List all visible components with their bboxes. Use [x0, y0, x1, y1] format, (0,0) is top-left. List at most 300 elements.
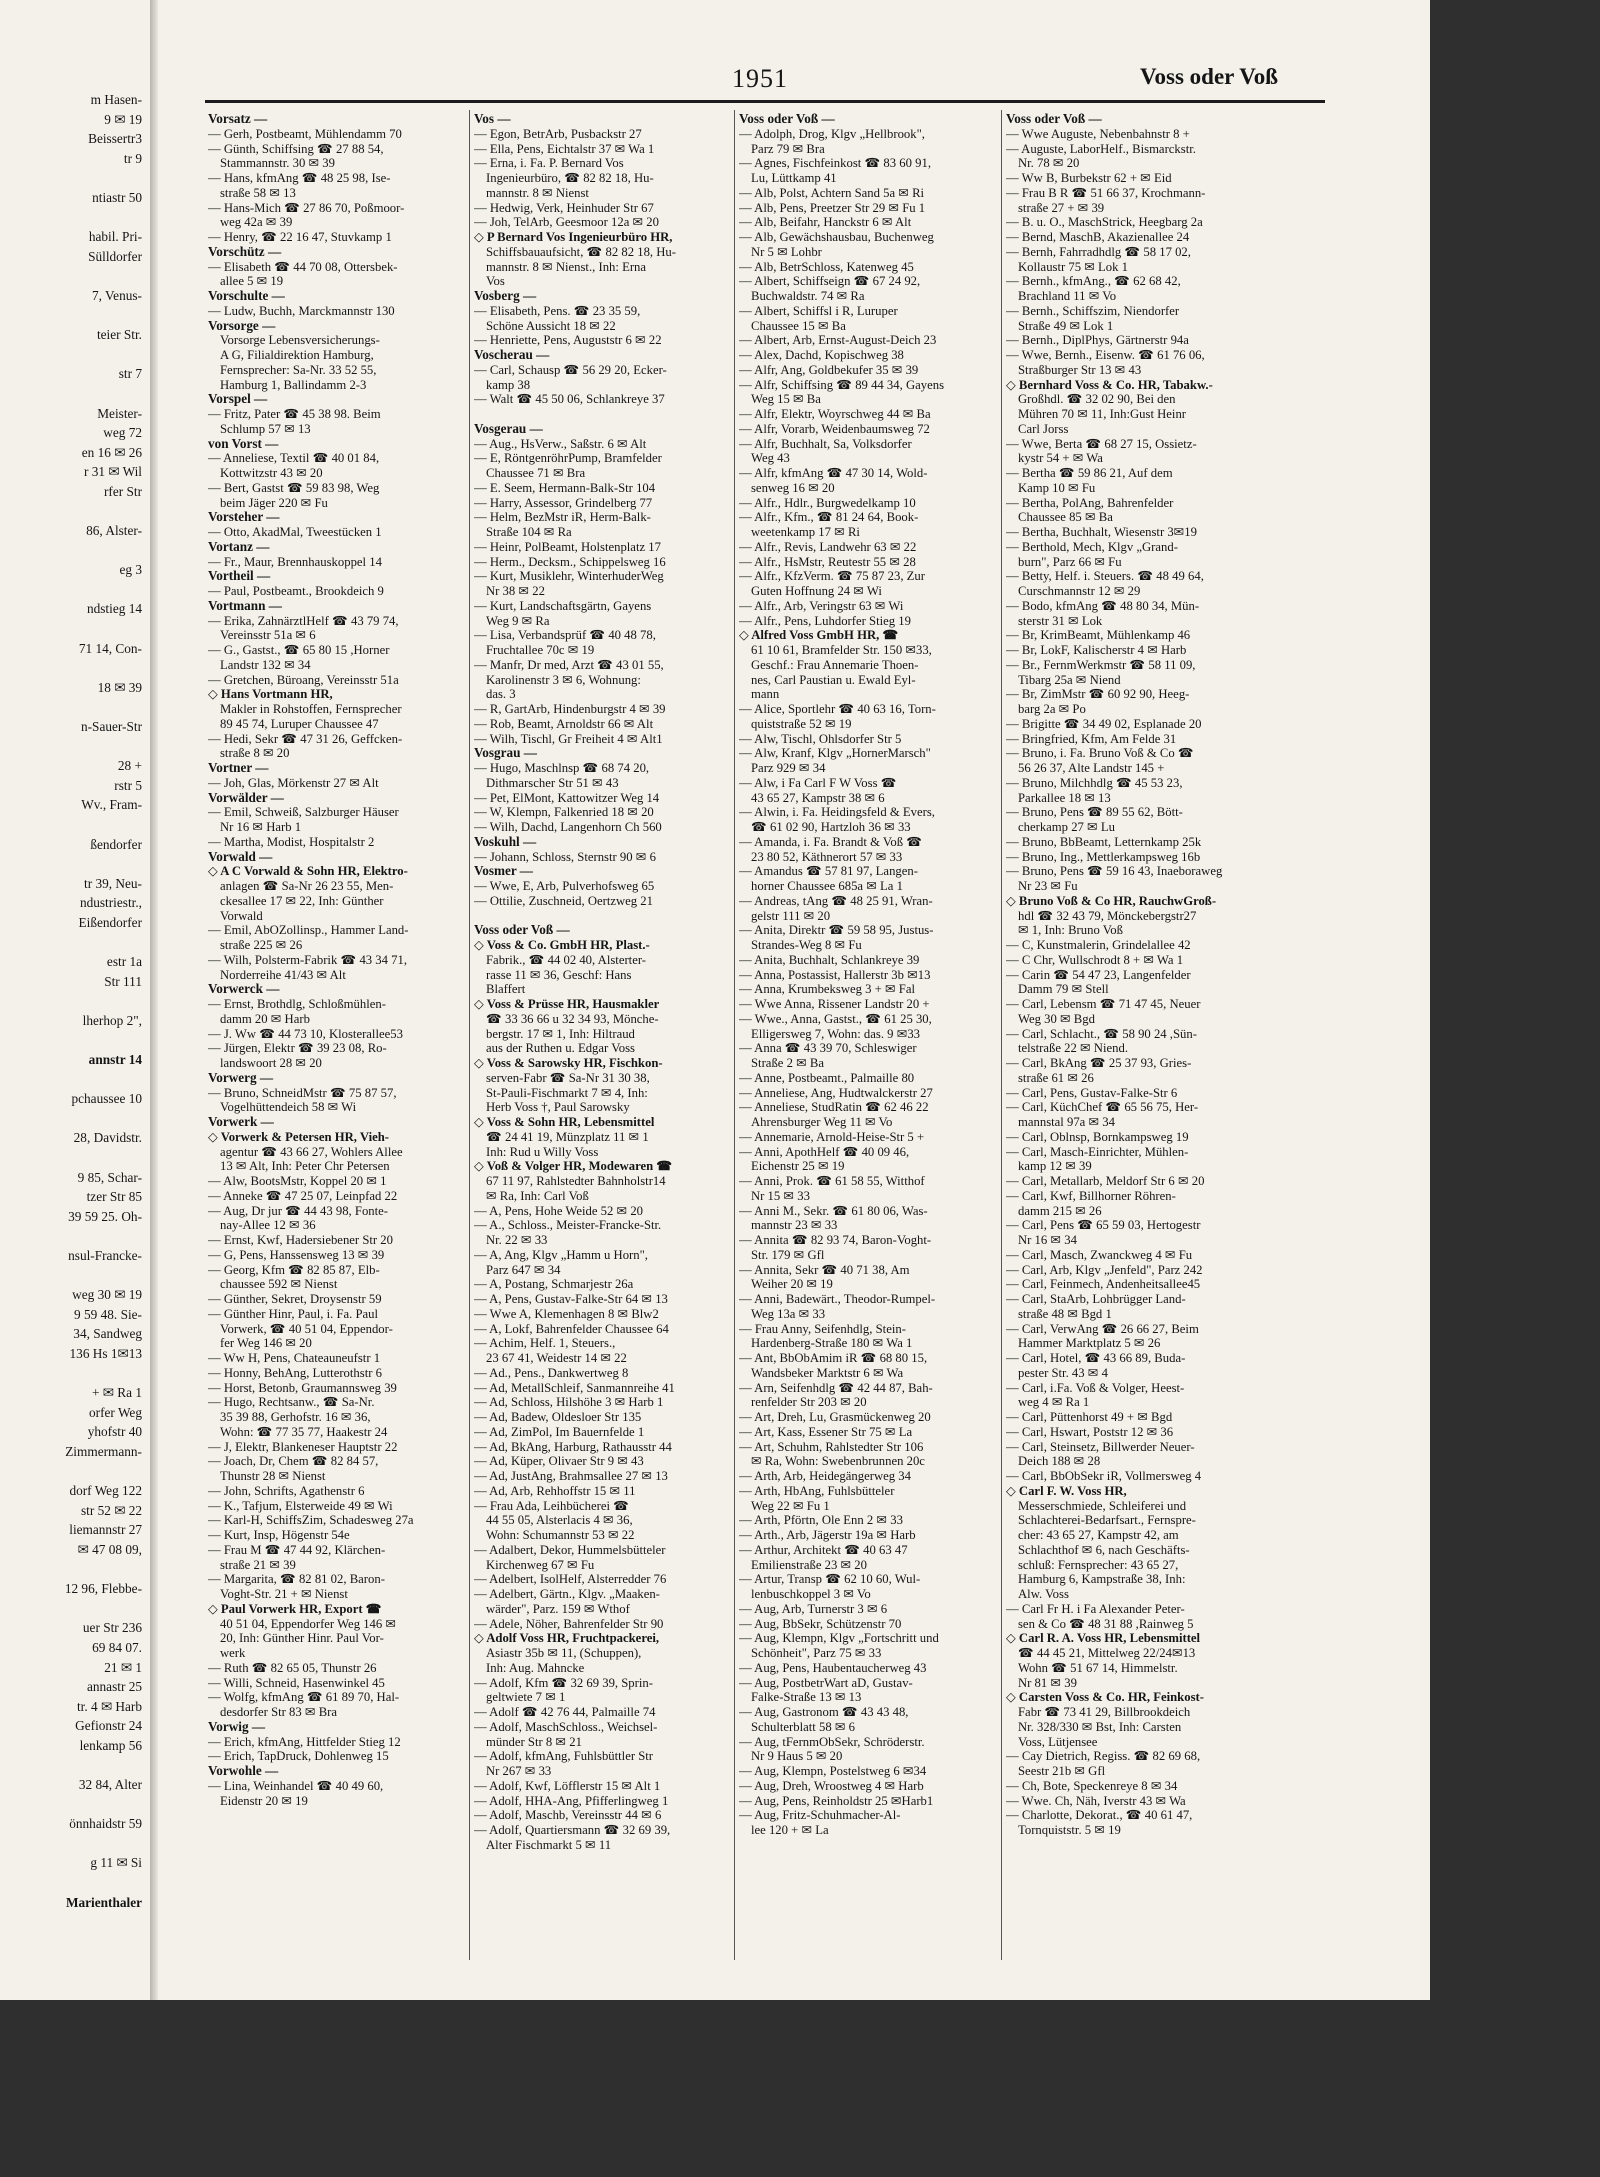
directory-line: — Manfr, Dr med, Arzt ☎ 43 01 55, — [474, 657, 664, 672]
strip-line: Zimmermann- — [65, 1443, 142, 1459]
directory-line: Stammannstr. 30 ✉ 39 — [220, 156, 335, 171]
directory-line: — Alb, Gewächshausbau, Buchenweg — [739, 230, 934, 244]
directory-line: 67 11 97, Rahlstedter Bahnholstr14 — [486, 1174, 666, 1188]
directory-line: Vorwohle — — [208, 1764, 279, 1778]
directory-line: Vortner — — [208, 761, 269, 775]
strip-line: rfer Str — [103, 483, 142, 499]
directory-line: — Bruno, Pens ☎ 89 55 62, Bött- — [1006, 805, 1183, 820]
directory-line: — Gerh, Postbeamt, Mühlendamm 70 — [208, 126, 402, 141]
strip-line — [0, 854, 148, 874]
strip-line — [0, 619, 148, 639]
strip-line: teier Str. — [96, 327, 142, 343]
directory-line: — A, Pens, Gustav-Falke-Str 64 ✉ 13 — [474, 1292, 668, 1306]
directory-line: — C Chr, Wullschrodt 8 + ✉ Wa 1 — [1006, 952, 1184, 967]
directory-line: — Aug, Klempn, Postelstweg 6 ✉34 — [739, 1764, 927, 1778]
directory-line: Weg 22 ✉ Fu 1 — [751, 1498, 830, 1513]
directory-line: Emilienstraße 23 ✉ 20 — [751, 1557, 867, 1572]
directory-line: — A., Schloss., Meister-Francke-Str. — [474, 1218, 662, 1233]
directory-line: — Aug, Pens, Reinholdstr 25 ✉Harb1 — [739, 1793, 934, 1808]
strip-line: 32 84, Alter — [78, 1777, 142, 1793]
column-1 — [208, 112, 458, 1972]
directory-line: Fernsprecher: Sa-Nr. 33 52 55, — [220, 362, 377, 377]
directory-line: ◇ Voss & Prüsse HR, Hausmakler — [474, 997, 660, 1011]
strip-line — [0, 737, 148, 757]
directory-line: Kollaustr 75 ✉ Lok 1 — [1018, 259, 1129, 274]
directory-line: — Bruno, BbBeamt, Letternkamp 25k — [1006, 834, 1202, 849]
directory-line: — Wilh, Tischl, Gr Freiheit 4 ✉ Alt1 — [474, 731, 663, 746]
strip-line: ✉ 47 08 09, — [77, 1541, 142, 1557]
directory-line: ◇ Carsten Voss & Co. HR, Feinkost- — [1006, 1690, 1204, 1705]
directory-line: — Jürgen, Elektr ☎ 39 23 08, Ro- — [208, 1041, 387, 1056]
directory-line: barg 2a ✉ Po — [1018, 702, 1086, 716]
directory-line: ☎ 24 41 19, Münzplatz 11 ✉ 1 — [486, 1129, 649, 1144]
directory-line: — G., Gastst., ☎ 65 80 15 ,Horner — [208, 643, 390, 657]
strip-line — [0, 541, 148, 561]
strip-line — [0, 1795, 148, 1815]
directory-line: — Rob, Beamt, Arnoldstr 66 ✉ Alt — [474, 716, 654, 731]
directory-line: Nr. 328/330 ✉ Bst, Inh: Carsten — [1018, 1719, 1182, 1734]
directory-line: — Achim, Helf. 1, Steuers., — [474, 1336, 616, 1351]
strip-line — [0, 658, 148, 678]
directory-line: Hardenberg-Straße 180 ✉ Wa 1 — [751, 1336, 913, 1351]
directory-line: — Aug, Dreh, Wroostweg 4 ✉ Harb — [739, 1778, 924, 1793]
directory-line: — Horst, Betonb, Graumannsweg 39 — [208, 1380, 397, 1395]
directory-line: Hamburg 6, Kampstraße 38, Inh: — [1018, 1572, 1186, 1587]
directory-line: — Alfr., Revis, Landwehr 63 ✉ 22 — [739, 539, 917, 554]
directory-line: Vorwerk, ☎ 40 51 04, Eppendor- — [220, 1321, 393, 1336]
directory-line: — Frau B R ☎ 51 66 37, Krochmann- — [1006, 185, 1206, 200]
directory-line: — E, RöntgenröhrPump, Bramfelder — [474, 451, 662, 466]
directory-line: Chaussee 85 ✉ Ba — [1018, 510, 1113, 525]
strip-line: 9 85, Schar- — [77, 1169, 142, 1185]
directory-line: Vortmann — — [208, 598, 282, 613]
directory-line: Vosgrau — — [474, 746, 537, 761]
directory-line: — Walt ☎ 45 50 06, Schlankreye 37 — [474, 392, 665, 407]
directory-line: — Anni, Badewärt., Theodor-Rumpel- — [739, 1292, 936, 1306]
directory-line: Fruchtallee 70c ✉ 19 — [486, 643, 595, 657]
directory-line: Vosgerau — — [474, 421, 543, 436]
directory-line: — Bernh., Schiffszim, Niendorfer — [1006, 303, 1180, 318]
directory-line: — Carl, i.Fa. Voß & Volger, Heest- — [1006, 1380, 1185, 1395]
strip-line: dorf Weg 122 — [69, 1483, 142, 1499]
directory-line: Brachland 11 ✉ Vo — [1018, 289, 1117, 303]
strip-line: annstr 14 — [88, 1052, 142, 1068]
directory-line: Schulterblatt 58 ✉ 6 — [751, 1719, 856, 1734]
directory-line: anlagen ☎ Sa-Nr 26 23 55, Men- — [220, 879, 394, 893]
strip-line — [0, 1599, 148, 1619]
directory-line: — Bodo, kfmAng ☎ 48 80 34, Mün- — [1006, 598, 1200, 613]
directory-line: — Alb, BetrSchloss, Katenweg 45 — [739, 259, 914, 274]
directory-line: A G, Filialdirektion Hamburg, — [220, 348, 374, 362]
directory-line: 20, Inh: Günther Hinr. Paul Vor- — [220, 1631, 384, 1646]
directory-line: — Alb, Beifahr, Hanckstr 6 ✉ Alt — [739, 215, 912, 230]
directory-line: Wohn: Schumannstr 53 ✉ 22 — [486, 1528, 635, 1542]
strip-line: en 16 ✉ 26 — [81, 444, 142, 460]
directory-line: — Egon, BetrArb, Pusbackstr 27 — [474, 126, 642, 141]
directory-line: ◇ Hans Vortmann HR, — [208, 687, 333, 702]
directory-line: — Otto, AkadMal, Tweestücken 1 — [208, 525, 382, 539]
directory-line: ◇ Carl R. A. Voss HR, Lebensmittel — [1006, 1631, 1201, 1646]
directory-line: gelstr 111 ✉ 20 — [751, 908, 831, 923]
directory-line: damm 20 ✉ Harb — [220, 1011, 310, 1026]
directory-line: — Lisa, Verbandsprüf ☎ 40 48 78, — [474, 628, 656, 643]
directory-line: — Aug, Arb, Turnerstr 3 ✉ 6 — [739, 1601, 888, 1616]
directory-line: quiststraße 52 ✉ 19 — [751, 716, 852, 731]
directory-line: 23 67 41, Weidestr 14 ✉ 22 — [486, 1351, 627, 1365]
directory-line: renfelder Str 203 ✉ 20 — [751, 1395, 867, 1410]
directory-line: — Elisabeth ☎ 44 70 08, Ottersbek- — [208, 259, 398, 274]
directory-line: Vorwerk — — [208, 1115, 274, 1129]
directory-line: 44 55 05, Alsterlacis 4 ✉ 36, — [486, 1513, 633, 1528]
directory-line: Vorsorge — — [208, 318, 276, 333]
directory-line: agentur ☎ 43 66 27, Wohlers Allee — [220, 1144, 403, 1159]
directory-line: — Adolf, Kwf, Löfflerstr 15 ✉ Alt 1 — [474, 1778, 661, 1793]
directory-line: ◇ Vorwerk & Petersen HR, Vieh- — [208, 1129, 390, 1144]
directory-line: Parz 79 ✉ Bra — [751, 141, 825, 156]
directory-line: — K., Tafjum, Elsterweide 49 ✉ Wi — [208, 1498, 393, 1513]
directory-line: — Aug, PostbetrWart aD, Gustav- — [739, 1675, 913, 1690]
directory-line: — Johann, Schloss, Sternstr 90 ✉ 6 — [474, 849, 656, 864]
directory-line: Weg 30 ✉ Bgd — [1018, 1011, 1095, 1026]
directory-line: wärder", Parz. 159 ✉ Wthof — [486, 1601, 630, 1616]
strip-line: str 52 ✉ 22 — [80, 1502, 142, 1518]
directory-line: — Betty, Helf. i. Steuers. ☎ 48 49 64, — [1006, 569, 1204, 584]
directory-line: — Alfr, Buchhalt, Sa, Volksdorfer — [739, 436, 912, 451]
directory-line: — Ant, BbObAmim iR ☎ 68 80 15, — [739, 1351, 928, 1365]
directory-line: — Charlotte, Dekorat., ☎ 40 61 47, — [1006, 1808, 1193, 1823]
strip-line: 136 Hs 1✉13 — [69, 1346, 142, 1361]
strip-line — [0, 1148, 148, 1168]
directory-line: 56 26 37, Alte Landstr 145 + — [1018, 761, 1165, 775]
directory-line: Vorwald — — [208, 849, 273, 864]
directory-line: Alter Fischmarkt 5 ✉ 11 — [486, 1837, 612, 1852]
directory-line: Vos — — [474, 112, 511, 126]
directory-line: — Carl, Steinsetz, Billwerder Neuer- — [1006, 1439, 1195, 1454]
directory-line: — Aug, BbSekr, Schützenstr 70 — [739, 1616, 902, 1631]
directory-line: Nr 9 Haus 5 ✉ 20 — [751, 1749, 843, 1764]
directory-line: — Albert, Schiffseign ☎ 67 24 92, — [739, 274, 921, 289]
strip-line: + ✉ Ra 1 — [91, 1385, 142, 1401]
directory-line: — Ernst, Brothdlg, Schloßmühlen- — [208, 997, 386, 1011]
directory-line: — B. u. O., MaschStrick, Heegbarg 2a — [1006, 215, 1203, 230]
directory-line: — Adolf, MaschSchloss., Weichsel- — [474, 1719, 658, 1734]
directory-line: Nr 23 ✉ Fu — [1018, 879, 1078, 893]
directory-line: — Ad., Pens., Dankwertweg 8 — [474, 1365, 629, 1380]
directory-line: Vorschulte — — [208, 289, 285, 303]
directory-line: Chaussee 15 ✉ Ba — [751, 318, 846, 333]
directory-line: 40 51 04, Eppendorfer Weg 146 ✉ — [220, 1616, 397, 1631]
directory-line: — Carl, BkAng ☎ 25 37 93, Gries- — [1006, 1056, 1192, 1070]
directory-line: Schlump 57 ✉ 13 — [220, 421, 311, 436]
directory-line: — G, Pens, Hanssensweg 13 ✉ 39 — [208, 1247, 385, 1262]
directory-line: horner Chaussee 685a ✉ La 1 — [751, 879, 903, 893]
directory-line: — Ch, Bote, Speckenreye 8 ✉ 34 — [1006, 1778, 1178, 1793]
directory-line: — Alice, Sportlehr ☎ 40 63 16, Torn- — [739, 702, 936, 716]
directory-line: — Frau Anny, Seifenhdlg, Stein- — [739, 1321, 906, 1336]
directory-line: ◇ Voß & Volger HR, Modewaren ☎ — [474, 1159, 673, 1174]
directory-line: — Wwe A, Klemenhagen 8 ✉ Blw2 — [474, 1306, 659, 1321]
directory-line: Kamp 10 ✉ Fu — [1018, 480, 1096, 495]
directory-line: St-Pauli-Fischmarkt 7 ✉ 4, Inh: — [486, 1085, 648, 1100]
directory-line: ◇ Adolf Voss HR, Fruchtpackerei, — [474, 1631, 660, 1646]
directory-line: Makler in Rohstoffen, Fernsprecher — [220, 702, 402, 716]
directory-line: — Hugo, Maschlnsp ☎ 68 74 20, — [474, 761, 650, 775]
directory-line: ◇ Bruno Voß & Co HR, RauchwGroß- — [1006, 893, 1217, 908]
strip-line: Eißendorfer — [78, 914, 142, 930]
strip-line: tzer Str 85 — [86, 1189, 142, 1205]
directory-line: — Art, Dreh, Lu, Grasmückenweg 20 — [739, 1410, 931, 1424]
directory-line: bergstr. 17 ✉ 1, Inh: Hiltraud — [486, 1026, 635, 1041]
directory-line: sterstr 31 ✉ Lok — [1018, 613, 1103, 628]
directory-line: — Alfr., Arb, Veringstr 63 ✉ Wi — [739, 598, 904, 613]
directory-line: — Adelbert, Gärtn., Klgv. „Maaken- — [474, 1587, 660, 1601]
directory-line: ◇ Bernhard Voss & Co. HR, Tabakw.- — [1006, 377, 1213, 392]
directory-line: — Aug, Gastronom ☎ 43 43 48, — [739, 1705, 909, 1719]
directory-line: Voss, Lütjensee — [1018, 1734, 1098, 1749]
directory-line: Weg 15 ✉ Ba — [751, 392, 821, 407]
strip-line — [0, 1873, 148, 1893]
directory-line: — Br, KrimBeamt, Mühlenkamp 46 — [1006, 628, 1191, 643]
directory-line: — Emil, Schweiß, Salzburger Häuser — [208, 805, 399, 820]
strip-line: m Hasen- — [90, 92, 142, 107]
directory-line: — Adolf, Kfm ☎ 32 69 39, Sprin- — [474, 1675, 653, 1690]
directory-line: — Hedi, Sekr ☎ 47 31 26, Geffcken- — [208, 731, 403, 746]
directory-line: ◇ Paul Vorwerk HR, Export ☎ — [208, 1601, 382, 1616]
directory-line: ✉ Ra, Wohn: Swebenbrunnen 20c — [751, 1454, 925, 1469]
running-title: Voss oder Voß — [1140, 64, 1279, 89]
directory-line: — Aug, Pens, Haubentaucherweg 43 — [739, 1660, 927, 1675]
directory-line: ☎ 33 36 66 u 32 34 93, Mönche- — [486, 1011, 659, 1026]
directory-line: Weiher 20 ✉ 19 — [751, 1277, 833, 1292]
strip-line: 7, Venus- — [92, 287, 142, 303]
directory-line: — Alw, Kranf, Klgv „HornerMarsch" — [739, 746, 931, 761]
directory-line: Voss oder Voß — — [739, 112, 835, 126]
directory-line: 13 ✉ Alt, Inh: Peter Chr Petersen — [220, 1159, 390, 1174]
strip-line — [0, 1834, 148, 1854]
directory-line: — Wwe., Anna, Gastst., ☎ 61 25 30, — [739, 1011, 932, 1026]
directory-line: — Bruno, SchneidMstr ☎ 75 87 57, — [208, 1085, 397, 1100]
directory-line: geltwiete 7 ✉ 1 — [486, 1690, 566, 1705]
directory-line: — Wwe, E, Arb, Pulverhofsweg 65 — [474, 879, 655, 893]
strip-line: 28 + — [117, 758, 142, 774]
directory-line: Vorwälder — — [208, 790, 284, 805]
directory-line: — Frau M ☎ 47 44 92, Klärchen- — [208, 1542, 386, 1557]
strip-line: pchaussee 10 — [71, 1091, 142, 1107]
directory-line: — Hugo, Rechtsanw., ☎ Sa-Nr. — [208, 1395, 375, 1410]
directory-line: 23 80 52, Käthnerort 57 ✉ 33 — [751, 849, 903, 864]
directory-line: Schlachterei-Bedarfsart., Fernspre- — [1018, 1513, 1196, 1528]
directory-line: — Ruth ☎ 82 65 05, Thunstr 26 — [208, 1660, 377, 1675]
directory-line: mannstal 97a ✉ 34 — [1018, 1115, 1115, 1129]
directory-line: Straßburger Str 13 ✉ 43 — [1018, 362, 1142, 377]
strip-line — [0, 933, 148, 953]
directory-line: straße 8 ✉ 20 — [220, 746, 290, 761]
directory-line: — Aug., HsVerw., Saßstr. 6 ✉ Alt — [474, 436, 647, 451]
directory-line: ✉ Ra, Inh: Carl Voß — [486, 1188, 589, 1203]
directory-line: Nr 81 ✉ 39 — [1018, 1675, 1077, 1690]
directory-line: kamp 38 — [486, 377, 531, 392]
directory-line: — Br., FernmWerkmstr ☎ 58 11 09, — [1006, 657, 1196, 672]
strip-line: Marienthaler — [65, 1894, 142, 1910]
strip-line: ßendorfer — [90, 836, 142, 852]
header-rule — [205, 100, 1325, 103]
directory-line: Messerschmiede, Schleiferei und — [1018, 1498, 1187, 1513]
directory-line: — Helm, BezMstr iR, Herm-Balk- — [474, 510, 651, 525]
directory-line: — Annita, Sekr ☎ 40 71 38, Am — [739, 1262, 910, 1277]
directory-line: — Anneke ☎ 47 25 07, Leinpfad 22 — [208, 1188, 398, 1203]
directory-line: — Fr., Maur, Brennhauskoppel 14 — [208, 554, 382, 569]
strip-line — [0, 266, 148, 286]
directory-line: — Aug, Fritz-Schuhmacher-Al- — [739, 1808, 901, 1823]
directory-line: — Gretchen, Büroang, Vereinsstr 51a — [208, 672, 399, 687]
directory-line: — Arn, Seifenhdlg ☎ 42 44 87, Bah- — [739, 1380, 933, 1395]
directory-line: — Günth, Schiffsing ☎ 27 88 54, — [208, 141, 384, 156]
directory-line: — Arth, Arb, Heidegängerweg 34 — [739, 1469, 911, 1483]
directory-line: — Ad, BkAng, Harburg, Rathausstr 44 — [474, 1439, 672, 1454]
directory-line: weg 4 ✉ Ra 1 — [1018, 1395, 1090, 1410]
directory-line: Chaussee 71 ✉ Bra — [486, 466, 586, 480]
directory-line: sen & Co ☎ 48 31 88 ,Rainweg 5 — [1018, 1616, 1194, 1631]
directory-line: Str. 179 ✉ Gfl — [751, 1247, 825, 1262]
directory-line: — Alw, Tischl, Ohlsdorfer Str 5 — [739, 731, 902, 746]
directory-line: ◇ Voss & Sohn HR, Lebensmittel — [474, 1115, 655, 1129]
directory-line: lenbuschkoppel 3 ✉ Vo — [751, 1587, 871, 1601]
directory-line: Damm 79 ✉ Stell — [1018, 982, 1109, 997]
directory-line: — Kurt, Musiklehr, WinterhuderWeg — [474, 569, 664, 584]
strip-line: ntiastr 50 — [92, 189, 142, 205]
directory-line: — Wwe Anna, Rissener Landstr 20 + — [739, 997, 930, 1011]
directory-line: — Carl, Masch-Einrichter, Mühlen- — [1006, 1144, 1189, 1159]
directory-line: — Ad, JustAng, Brahmsallee 27 ✉ 13 — [474, 1469, 668, 1483]
directory-line: Vorsteher — — [208, 510, 280, 525]
directory-line: Parz 929 ✉ 34 — [751, 761, 826, 775]
strip-line: g 11 ✉ Si — [90, 1855, 142, 1871]
directory-line: Nr 15 ✉ 33 — [751, 1188, 810, 1203]
directory-line: — Aug, tFernmObSekr, Schröderstr. — [739, 1734, 925, 1749]
directory-line: serven-Fabr ☎ Sa-Nr 31 30 38, — [486, 1070, 650, 1085]
directory-line: — Annemarie, Arnold-Heise-Str 5 + — [739, 1129, 925, 1144]
directory-line: — Willi, Schneid, Hasenwinkel 45 — [208, 1675, 385, 1690]
directory-line: — Wilh, Dachd, Langenhorn Ch 560 — [474, 820, 662, 834]
directory-line: — Arthur, Architekt ☎ 40 63 47 — [739, 1542, 908, 1557]
directory-line: Parkallee 18 ✉ 13 — [1018, 790, 1111, 805]
directory-line: münder Str 8 ✉ 21 — [486, 1734, 582, 1749]
strip-line: Gefionstr 24 — [75, 1718, 142, 1734]
directory-line: — J. Ww ☎ 44 73 10, Klosterallee53 — [208, 1026, 403, 1041]
directory-line: Vortheil — — [208, 569, 271, 584]
directory-line: 89 45 74, Luruper Chaussee 47 — [220, 716, 379, 731]
directory-line: Weg 13a ✉ 33 — [751, 1306, 826, 1321]
strip-line: önnhaidstr 59 — [69, 1816, 142, 1832]
directory-line: Vortanz — — [208, 539, 270, 554]
column-4 — [1006, 112, 1256, 1972]
directory-line: — Alwin, i. Fa. Heidingsfeld & Evers, — [739, 805, 935, 820]
directory-line: — Anita, Direktr ☎ 59 58 95, Justus- — [739, 923, 934, 938]
directory-line: Thunstr 28 ✉ Nienst — [220, 1469, 326, 1483]
directory-line: straße 225 ✉ 26 — [220, 938, 303, 952]
directory-line: — Adolf, HHA-Ang, Pfifferlingweg 1 — [474, 1793, 669, 1808]
directory-line: — Erika, ZahnärztlHelf ☎ 43 79 74, — [208, 613, 399, 628]
strip-line: estr 1a — [106, 954, 142, 970]
directory-line: Lu, Lüttkamp 41 — [751, 171, 837, 185]
directory-line: ◇ P Bernard Vos Ingenieurbüro HR, — [474, 230, 673, 244]
strip-line: rstr 5 — [114, 777, 142, 793]
directory-line: — Bruno, i. Fa. Bruno Voß & Co ☎ — [1006, 746, 1194, 761]
directory-line: — Joh, Glas, Mörkenstr 27 ✉ Alt — [208, 775, 379, 790]
strip-line: ndustriestr., — [79, 895, 142, 911]
directory-line: — Carl, Feinmech, Andenheitsallee45 — [1006, 1277, 1201, 1292]
directory-line: — A, Ang, Klgv „Hamm u Horn", — [474, 1247, 648, 1262]
directory-line: — Alfr, Elektr, Woyrschweg 44 ✉ Ba — [739, 407, 931, 421]
directory-line: Nr 267 ✉ 33 — [486, 1764, 552, 1778]
directory-line: schluß: Fernsprecher: 43 65 27, — [1018, 1557, 1179, 1572]
strip-line: lenkamp 56 — [79, 1737, 142, 1753]
directory-line: ☎ 44 45 21, Mittelweg 22/24✉13 — [1018, 1646, 1196, 1660]
strip-line — [0, 815, 148, 835]
directory-line: von Vorst — — [208, 436, 279, 451]
directory-line: — Alb, Polst, Achtern Sand 5a ✉ Ri — [739, 185, 925, 200]
directory-line: fer Weg 146 ✉ 20 — [220, 1336, 312, 1351]
directory-line: — Alfr., HsMstr, Reutestr 55 ✉ 28 — [739, 554, 916, 569]
directory-line: Straße 104 ✉ Ra — [486, 525, 572, 539]
strip-line — [0, 306, 148, 326]
directory-line: — Alfr., Pens, Luhdorfer Stieg 19 — [739, 613, 911, 628]
directory-line: Weg 43 — [751, 451, 790, 466]
directory-line: — Carl, Oblnsp, Bornkampsweg 19 — [1006, 1129, 1189, 1144]
column-divider — [469, 110, 470, 1960]
directory-line: weetenkamp 17 ✉ Ri — [751, 525, 860, 539]
directory-line: — Anni, ApothHelf ☎ 40 09 46, — [739, 1144, 910, 1159]
directory-line: ckesallee 17 ✉ 22, Inh: Günther — [220, 893, 384, 908]
directory-line: — Carl, Püttenhorst 49 + ✉ Bgd — [1006, 1410, 1173, 1424]
directory-line: — Alw, i Fa Carl F W Voss ☎ — [739, 775, 897, 790]
directory-line: — Anita, Buchhalt, Schlankreye 39 — [739, 952, 920, 967]
directory-line: — Carl, Schausp ☎ 56 29 20, Ecker- — [474, 362, 667, 377]
directory-line: Guten Hoffnung 24 ✉ Wi — [751, 584, 882, 598]
directory-line: — Harry, Assessor, Grindelberg 77 — [474, 495, 653, 510]
directory-line: — Brigitte ☎ 34 49 02, Esplanade 20 — [1006, 716, 1202, 731]
directory-line: — Art, Schuhm, Rahlstedter Str 106 — [739, 1439, 924, 1454]
directory-line: Weg 9 ✉ Ra — [486, 613, 550, 628]
directory-line: — Carl, Hswart, Poststr 12 ✉ 36 — [1006, 1424, 1174, 1439]
directory-line: Schiffsbauaufsicht, ☎ 82 82 18, Hu- — [486, 244, 676, 259]
strip-line: Wv., Fram- — [81, 797, 142, 813]
strip-line: eg 3 — [119, 562, 142, 578]
directory-line: — Alfr, Vorarb, Weidenbaumsweg 72 — [739, 421, 930, 436]
directory-line: Geschf.: Frau Annemarie Thoen- — [751, 657, 919, 672]
directory-line: ◇ A C Vorwald & Sohn HR, Elektro- — [208, 864, 408, 879]
strip-line: 9 ✉ 19 — [104, 111, 142, 127]
directory-line: — Adolf ☎ 42 76 44, Palmaille 74 — [474, 1705, 656, 1719]
directory-line: — Ww H, Pens, Chateauneufstr 1 — [208, 1351, 381, 1365]
strip-line: annastr 25 — [86, 1679, 142, 1695]
strip-line: tr 9 — [123, 150, 142, 166]
directory-line: — Hedwig, Verk, Heinhuder Str 67 — [474, 200, 654, 215]
directory-line: Elligersweg 7, Wohn: das. 9 ✉33 — [751, 1026, 921, 1041]
directory-line: Straße 49 ✉ Lok 1 — [1018, 318, 1114, 333]
directory-line: — Adele, Nöher, Bahrenfelder Str 90 — [474, 1616, 664, 1631]
directory-line: cher: 43 65 27, Kampstr 42, am — [1018, 1528, 1179, 1542]
directory-line: — Amandus ☎ 57 81 97, Langen- — [739, 864, 918, 879]
directory-line: — Alex, Dachd, Kopischweg 38 — [739, 348, 904, 362]
strip-line — [0, 697, 148, 717]
directory-line: Voscherau — — [474, 348, 550, 362]
directory-line: — Ad, Badew, Oldesloer Str 135 — [474, 1410, 642, 1424]
directory-line: Deich 188 ✉ 28 — [1018, 1454, 1101, 1469]
directory-line: — John, Schrifts, Agathenstr 6 — [208, 1483, 365, 1498]
directory-line: ◇ Voss & Sarowsky HR, Fischkon- — [474, 1056, 663, 1070]
directory-line: — Aug, Klempn, Klgv „Fortschritt und — [739, 1631, 939, 1646]
